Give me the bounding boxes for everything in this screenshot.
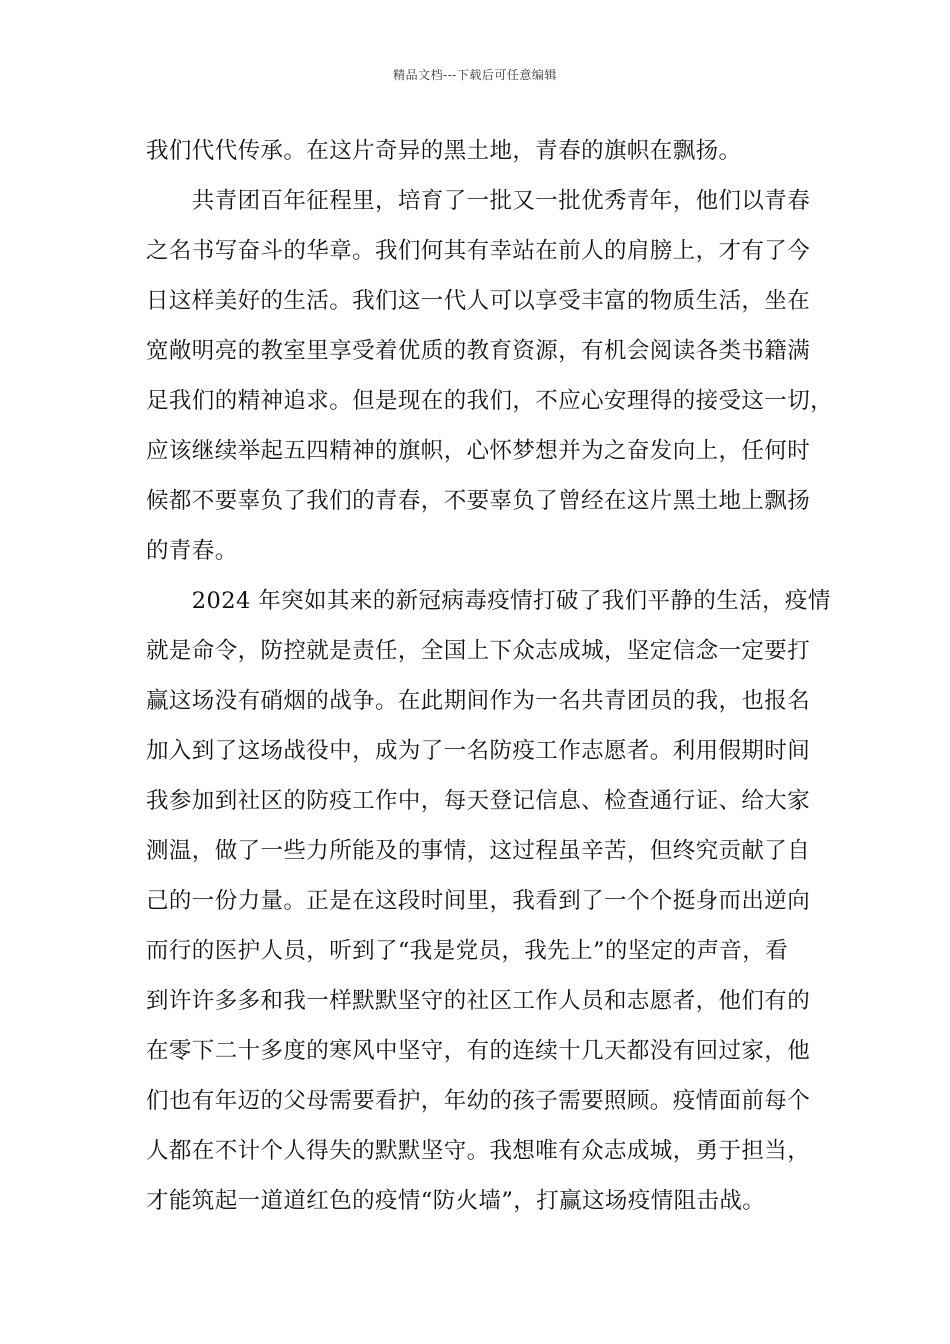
body-line: 人都在不计个人得失的默默坚守。我想唯有众志成城，勇于担当， <box>146 1138 811 1164</box>
body-line: 就是命令，防控就是责任，全国上下众志成城，坚定信念一定要打 <box>146 638 811 664</box>
body-line: 我参加到社区的防疫工作中，每天登记信息、检查通行证、给大家 <box>146 788 811 814</box>
body-line: 赢这场没有硝烟的战争。在此期间作为一名共青团员的我，也报名 <box>146 688 811 714</box>
body-line: 测温，做了一些力所能及的事情，这过程虽辛苦，但终究贡献了自 <box>146 838 811 864</box>
body-line: 在零下二十多度的寒风中坚守，有的连续十几天都没有回过家，他 <box>146 1038 811 1064</box>
body-line: 2024 年突如其来的新冠病毒疫情打破了我们平静的生活，疫情 <box>146 588 831 614</box>
body-line: 之名书写奋斗的华章。我们何其有幸站在前人的肩膀上，才有了今 <box>146 238 811 264</box>
body-line: 共青团百年征程里，培育了一批又一批优秀青年，他们以青春 <box>146 188 811 214</box>
body-line: 到许许多多和我一样默默坚守的社区工作人员和志愿者，他们有的 <box>146 988 811 1014</box>
body-line: 而行的医护人员，听到了“我是党员，我先上”的坚定的声音，看 <box>146 938 789 964</box>
body-line: 足我们的精神追求。但是现在的我们，不应心安理得的接受这一切， <box>146 388 834 414</box>
body-line: 才能筑起一道道红色的疫情“防火墙”，打赢这场疫情阻击战。 <box>146 1188 766 1214</box>
body-line: 我们代代传承。在这片奇异的黑土地，青春的旗帜在飘扬。 <box>146 138 742 164</box>
body-line: 候都不要辜负了我们的青春，不要辜负了曾经在这片黑土地上飘扬 <box>146 488 811 514</box>
body-line: 宽敞明亮的教室里享受着优质的教育资源，有机会阅读各类书籍满 <box>146 338 811 364</box>
body-line: 加入到了这场战役中，成为了一名防疫工作志愿者。利用假期时间 <box>146 738 811 764</box>
page-header: 精品文档---下载后可任意编辑 <box>393 68 557 82</box>
body-line: 日这样美好的生活。我们这一代人可以享受丰富的物质生活，坐在 <box>146 288 811 314</box>
body-line: 应该继续举起五四精神的旗帜，心怀梦想并为之奋发向上，任何时 <box>146 438 811 464</box>
body-line: 的青春。 <box>146 538 238 564</box>
body-line: 己的一份力量。正是在这段时间里，我看到了一个个挺身而出逆向 <box>146 888 811 914</box>
body-line: 们也有年迈的父母需要看护，年幼的孩子需要照顾。疫情面前每个 <box>146 1088 811 1114</box>
